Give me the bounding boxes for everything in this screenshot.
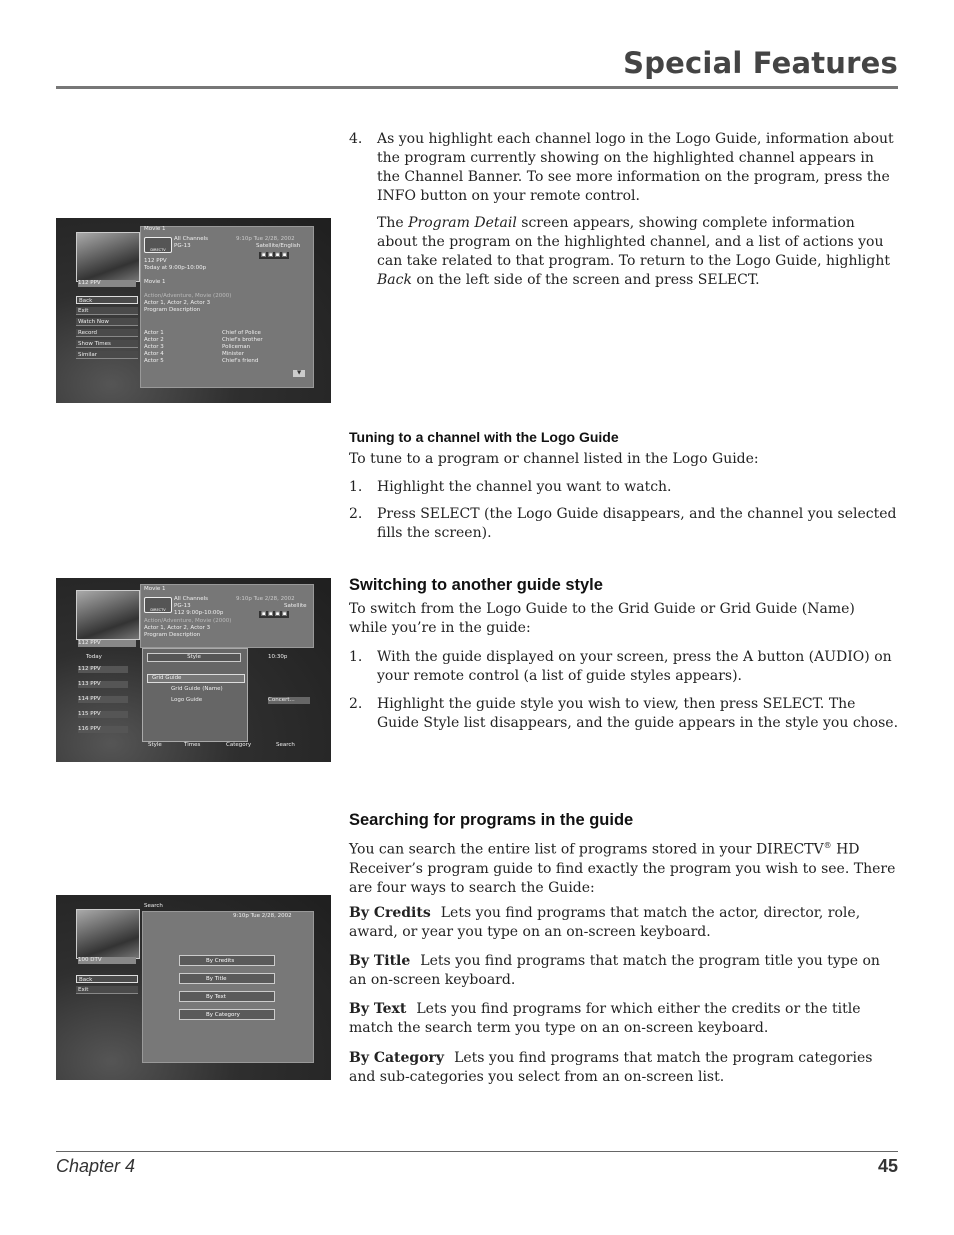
step-4 [349, 130, 899, 206]
channel-list-label: All Channels [174, 236, 209, 242]
genre-text: Action/Adventure, Movie (2000) [144, 618, 232, 624]
airtime-text: Today at 9:00p-10:00p [144, 265, 207, 271]
subtitle-text: Movie 1 [144, 279, 166, 285]
step-text: As you highlight each channel logo in the Logo Guide, information about the program currently showing on the highlighted channel appears in the Channel Banner. To see more information on the program, press the INFO button on your remote control. [377, 131, 894, 204]
term-desc: Lets you find programs that match the actor, director, role, award, or year you type on an on-screen keyboard. [349, 905, 861, 940]
scroll-down-icon[interactable]: ▼ [293, 370, 305, 377]
switching-heading: Switching to another guide style [349, 576, 603, 594]
menu-show-times[interactable]: Show Times [76, 340, 138, 348]
time-slot-label: 10:30p [268, 654, 288, 660]
channel-label: 112 PPV [78, 280, 136, 287]
by-title-button[interactable]: By Title [179, 973, 275, 984]
term-label: By Text [349, 1001, 407, 1017]
step-text: Highlight the channel you want to watch. [377, 479, 672, 495]
switching-intro: To switch from the Logo Guide to the Grid Guide or Grid Guide (Name) while you’re in the guide: [349, 601, 855, 636]
header-rule [56, 86, 898, 89]
program-title: Movie 1 [144, 226, 166, 232]
step-number: 2. [349, 696, 363, 712]
registered-mark: ® [823, 841, 832, 850]
directv-logo-icon: DIRECTV [144, 237, 172, 253]
cast-actor: Actor 3 [144, 344, 164, 350]
audio-text: Satellite [284, 603, 307, 609]
term-label: By Title [349, 953, 411, 969]
searching-intro [349, 836, 897, 898]
para-text: The [377, 215, 409, 231]
guide-channel-row[interactable]: 114 PPV [78, 696, 128, 703]
menu-watch-now[interactable]: Watch Now [76, 318, 138, 326]
step-text: Highlight the guide style you wish to view, then press SELECT. The Guide Style list disappears, and the guide appears in the style you chose. [377, 696, 899, 731]
term-label: By Category [349, 1050, 445, 1066]
term-desc: Lets you find programs that match the program title you type on an on-screen keyboard. [349, 953, 880, 988]
term-by-title [349, 952, 887, 990]
video-thumbnail [76, 590, 140, 640]
menu-back[interactable]: Back [76, 975, 138, 983]
menu-back[interactable]: Back [76, 296, 138, 304]
menu-similar[interactable]: Similar [76, 351, 138, 359]
status-icons: ▣ ▣ ▣ ▣ [261, 611, 288, 617]
switching-step-2 [349, 695, 899, 733]
cast-role: Chief's brother [222, 337, 263, 343]
by-credits-button[interactable]: By Credits [179, 955, 275, 966]
page-number: 45 [877, 1156, 898, 1176]
program-detail-paragraph [377, 214, 899, 290]
term-by-category [349, 1049, 889, 1087]
emphasis-back: Back [377, 272, 412, 288]
menu-record[interactable]: Record [76, 329, 138, 337]
guide-program-cell[interactable]: Concert... [268, 697, 310, 704]
emphasis-program-detail: Program Detail [408, 215, 517, 231]
guide-channel-row[interactable]: 113 PPV [78, 681, 128, 688]
program-detail-screenshot [56, 218, 331, 403]
guide-style-popup [142, 648, 248, 742]
guide-channel-row[interactable]: 116 PPV [78, 726, 128, 733]
description-text: Program Description [144, 307, 201, 313]
cast-role: Policeman [222, 344, 251, 350]
para-text: screen appears, showing complete information about the program on the highlighted channel, and a list of actions you can take related to that program. To return to the Logo Guide, highlight [377, 215, 891, 269]
popup-title: Style [147, 653, 241, 662]
clock-text: 9:10p Tue 2/28, 2002 [236, 236, 295, 242]
step-number: 2. [349, 506, 363, 522]
cast-role: Chief of Police [222, 330, 261, 336]
channel-label: 112 PPV [78, 640, 136, 647]
clock-text: 9:10p Tue 2/28, 2002 [236, 596, 295, 602]
term-label: By Credits [349, 905, 431, 921]
term-by-text [349, 1000, 893, 1038]
footer-rule [56, 1151, 898, 1152]
footer-category-button[interactable]: Category [226, 742, 252, 748]
tuning-intro: To tune to a program or channel listed in the Logo Guide: [349, 451, 759, 467]
channel-label: 100 DTV [78, 957, 136, 964]
program-title: Movie 1 [144, 586, 166, 592]
cast-actor: Actor 2 [144, 337, 164, 343]
genre-text: Action/Adventure, Movie (2000) [144, 293, 232, 299]
channel-list-label: All Channels [174, 596, 209, 602]
cast-role: Minister [222, 351, 244, 357]
tuning-step-2 [349, 505, 899, 543]
directv-logo-icon: DIRECTV [144, 597, 172, 613]
style-option-grid-guide[interactable]: Grid Guide [147, 674, 245, 683]
term-desc: Lets you find programs for which either the credits or the title match the search term you type on an on-screen keyboard. [349, 1001, 861, 1036]
footer-times-button[interactable]: Times [184, 742, 201, 748]
searching-heading: Searching for programs in the guide [349, 811, 634, 829]
rating-text: PG-13 [174, 243, 191, 249]
by-category-button[interactable]: By Category [179, 1009, 275, 1020]
cast-actor: Actor 5 [144, 358, 164, 364]
term-desc: Lets you find programs that match the program categories and sub-categories you select from an on-screen list. [349, 1050, 873, 1085]
actors-text: Actor 1, Actor 2, Actor 3 [144, 300, 211, 306]
rating-text: PG-13 [174, 603, 191, 609]
by-text-button[interactable]: By Text [179, 991, 275, 1002]
step-text: With the guide displayed on your screen, press the A button (AUDIO) on your remote control (a list of guide styles appears). [377, 649, 892, 684]
style-option-grid-guide-name[interactable]: Grid Guide (Name) [171, 686, 223, 692]
term-by-credits [349, 904, 899, 942]
channel-number: 112 PPV [144, 258, 167, 264]
cast-role: Chief's friend [222, 358, 259, 364]
airtime-text: 112 9:00p-10:00p [174, 610, 224, 616]
page-title: Special Features [623, 46, 898, 80]
search-screenshot [56, 895, 331, 1080]
step-number: 1. [349, 649, 363, 665]
style-option-logo-guide[interactable]: Logo Guide [171, 697, 203, 703]
guide-channel-row[interactable]: 115 PPV [78, 711, 128, 718]
step-number: 1. [349, 479, 363, 495]
tuning-step-1 [349, 478, 899, 497]
description-text: Program Description [144, 632, 201, 638]
intro-text: HD Receiver’s program guide to find exactly the program you wish to see. There are four ways to search the Guide: [349, 841, 896, 896]
actors-text: Actor 1, Actor 2, Actor 3 [144, 625, 211, 631]
audio-text: Satellite/English [256, 243, 301, 249]
chapter-label: Chapter 4 [56, 1156, 136, 1176]
tuning-heading: Tuning to a channel with the Logo Guide [349, 429, 619, 445]
status-icons: ▣ ▣ ▣ ▣ [261, 252, 288, 258]
step-number: 4. [349, 131, 363, 147]
intro-text: You can search the entire list of programs stored in your DIRECTV [349, 841, 824, 858]
cast-actor: Actor 4 [144, 351, 164, 357]
clock-text: 9:10p Tue 2/28, 2002 [233, 913, 292, 919]
para-text: on the left side of the screen and press SELECT. [411, 272, 760, 288]
guide-style-screenshot [56, 578, 331, 762]
video-thumbnail [76, 909, 140, 959]
screen-title: Search [144, 903, 163, 909]
menu-exit[interactable]: Exit [76, 986, 138, 994]
day-label: Today [86, 654, 102, 660]
menu-exit[interactable]: Exit [76, 307, 138, 315]
switching-step-1 [349, 648, 899, 686]
footer-style-button[interactable]: Style [148, 742, 162, 748]
video-thumbnail [76, 232, 140, 282]
cast-actor: Actor 1 [144, 330, 164, 336]
guide-channel-row[interactable]: 112 PPV [78, 666, 128, 673]
step-text: Press SELECT (the Logo Guide disappears, and the channel you selected fills the screen). [377, 506, 897, 541]
footer-search-button[interactable]: Search [276, 742, 295, 748]
